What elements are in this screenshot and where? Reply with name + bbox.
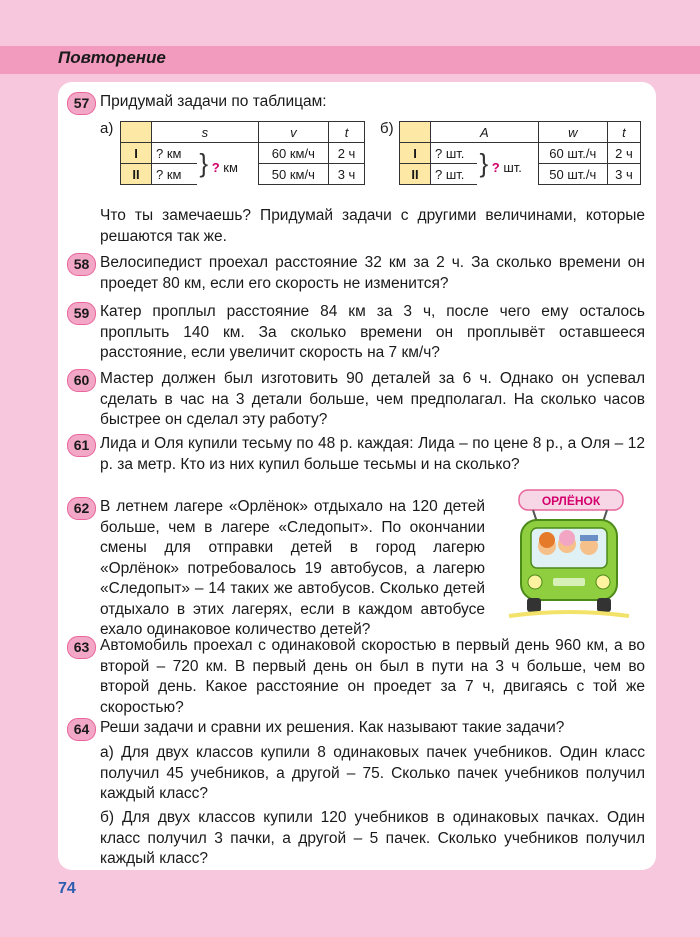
table-a-cell: 50 км/ч: [258, 164, 328, 185]
page-number: 74: [58, 880, 76, 897]
task-57-followup: Что ты замечаешь? Придумай задачи с другими величинами, которые решаются так же.: [100, 207, 645, 245]
task-number-57: 57: [67, 92, 96, 115]
task-number-64: 64: [67, 718, 96, 741]
task-60-text: Мастер должен был изготовить 90 деталей за 6 ч. Однако он успевал сделать в час на 3 детали больше, чем предполагал. На сколько часов быстрее он сделал эту работу?: [100, 370, 645, 428]
task-number-61: 61: [67, 434, 96, 457]
table-a-total: } ? км: [197, 143, 258, 185]
table-b-header-t: t: [607, 122, 640, 143]
sign-text: ОРЛЁНОК: [541, 494, 601, 508]
table-b: [399, 121, 641, 185]
task-number-62: 62: [67, 497, 96, 520]
table-a-row-label: I: [121, 143, 152, 164]
table-b-cell: 50 шт./ч: [538, 164, 607, 185]
task-61-text: Лида и Оля купили тесьму по 48 р. каждая: Лида – по цене 8 р., а Оля – 12 р. за метр. Кто из них купил больше тесьмы и на сколько?: [100, 435, 645, 473]
table-a-header-t: t: [329, 122, 365, 143]
task-57-text: Придумай задачи по таблицам:: [100, 93, 327, 110]
bus-illustration: [505, 480, 633, 620]
table-a-cell: 2 ч: [329, 143, 365, 164]
table-b-cell: ? шт.: [431, 143, 478, 164]
table-b-cell: 60 шт./ч: [538, 143, 607, 164]
table-a-header-s: s: [152, 122, 259, 143]
table-a-label: а): [100, 120, 114, 137]
table-b-total: } ? шт.: [477, 143, 538, 185]
table-a: [120, 121, 365, 185]
task-58-text: Велосипедист проехал расстояние 32 км за 2 ч. За сколько времени он проедет 80 км, если его скорость не изменится?: [100, 254, 645, 292]
table-b-label: б): [380, 120, 394, 137]
table-a-cell: ? км: [152, 164, 198, 185]
section-title: Повторение: [58, 48, 166, 67]
table-b-header-a: A: [431, 122, 539, 143]
table-b-header-w: w: [538, 122, 607, 143]
task-number-63: 63: [67, 636, 96, 659]
table-b-cell: ? шт.: [431, 164, 478, 185]
task-59-text: Катер проплыл расстояние 84 км за 3 ч, после чего ему осталось проплыть 140 км. За сколько времени он проплывёт оставшееся расстояние, если увеличит скорость на 7 км/ч?: [100, 303, 645, 361]
table-a-cell: ? км: [152, 143, 198, 164]
table-a-header-v: v: [258, 122, 328, 143]
table-a-cell: 3 ч: [329, 164, 365, 185]
task-64-text: Реши задачи и сравни их решения. Как называют такие задачи?: [100, 719, 565, 736]
table-a-cell: 60 км/ч: [258, 143, 328, 164]
table-a-row-label: II: [121, 164, 152, 185]
table-b-cell: 2 ч: [607, 143, 640, 164]
task-64-part-b: б) Для двух классов купили 120 учебников в одинаковых пачках. Один класс получил 3 пачки, а другой – 5 пачек. Сколько учебников получил каждый класс?: [100, 809, 645, 867]
task-63-text: Автомобиль проехал с одинаковой скоростью в первый день 960 км, а во второй – 720 км. В первый день он был в пути на 3 ч больше, чем во второй день. Какое расстояние он проедет за 7 ч, двигаясь с той же скоростью?: [100, 637, 645, 716]
table-b-row-label: II: [400, 164, 431, 185]
task-64-part-a: а) Для двух классов купили 8 одинаковых пачек учебников. Один класс получил 45 учебников, а другой – 75. Сколько пачек учебников получил каждый класс?: [100, 744, 645, 802]
task-62-text: В летнем лагере «Орлёнок» отдыхало на 120 детей больше, чем в лагере «Следопыт». По окончании смены для отправки детей в город лагерю «Орлёнок» потребовалось 19 автобусов, а лагерю «Следопыт» – 14 таких же автобусов. Сколько детей отдыхало в этих лагерях, если в каждом автобусе ехало одинаковое количество детей?: [100, 498, 485, 638]
table-b-cell: 3 ч: [607, 164, 640, 185]
task-number-60: 60: [67, 369, 96, 392]
task-number-59: 59: [67, 302, 96, 325]
table-b-row-label: I: [400, 143, 431, 164]
task-number-58: 58: [67, 253, 96, 276]
